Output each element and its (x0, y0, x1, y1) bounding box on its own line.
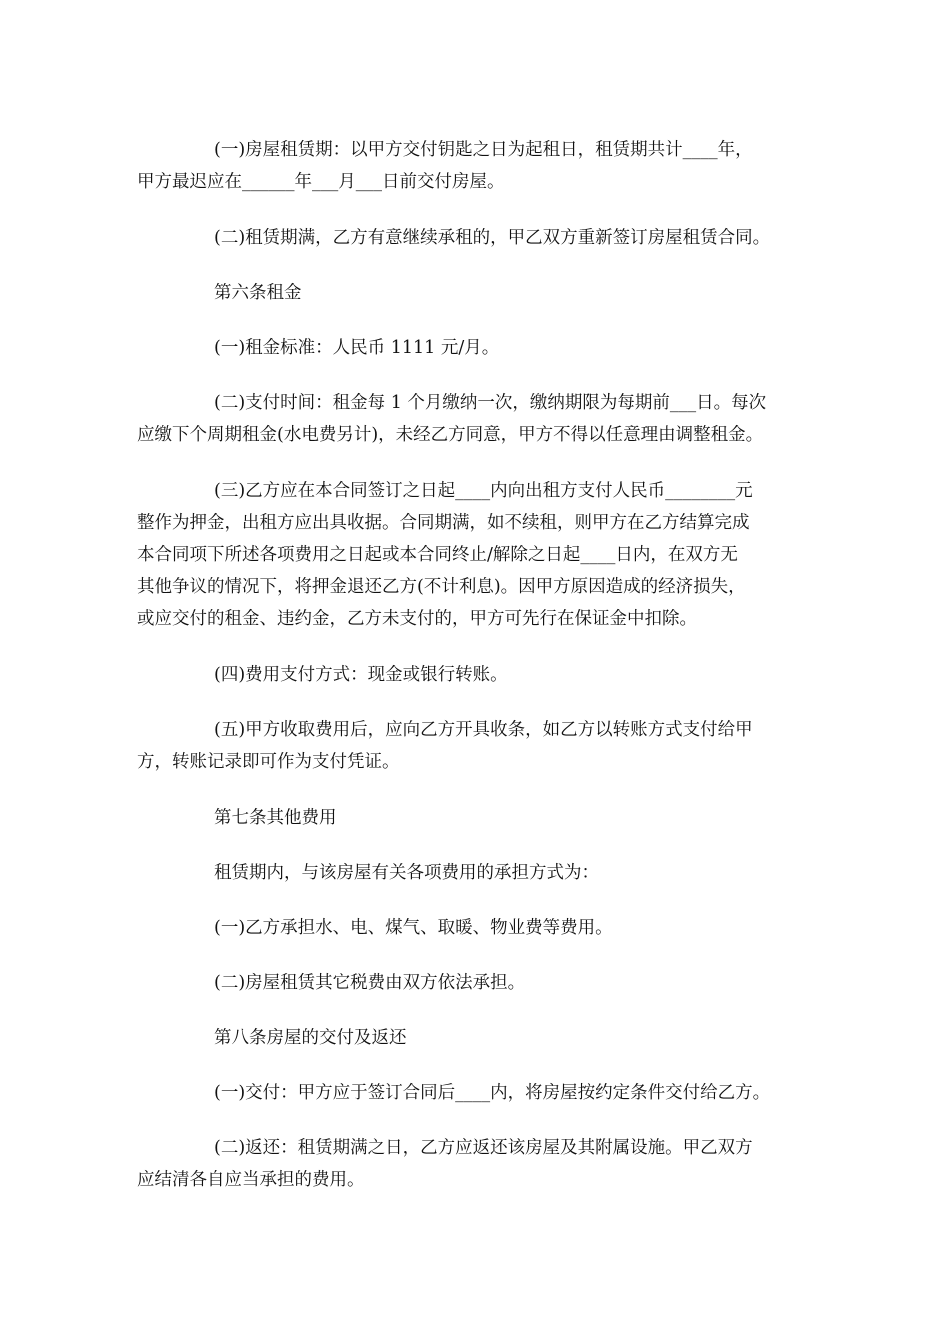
text-line: (二)支付时间：租金每 1 个月缴纳一次，缴纳期限为每期前___日。每次 (214, 393, 767, 413)
clause-6-3-deposit (137, 475, 827, 635)
clause-5-1-lease-term (137, 134, 827, 198)
text-line: 第七条其他费用 (214, 808, 337, 828)
article-8-heading (137, 1022, 827, 1054)
text-line: 第六条租金 (214, 283, 302, 303)
article-7-heading (137, 802, 827, 834)
text-line: 应缴下个周期租金(水电费另计)，未经乙方同意，甲方不得以任意理由调整租金。 (137, 425, 764, 445)
article-6-heading (137, 277, 827, 309)
clause-6-2-payment-time (137, 387, 827, 451)
text-line: (二)返还：租赁期满之日，乙方应返还该房屋及其附属设施。甲乙双方 (214, 1138, 753, 1158)
text-line: (二)房屋租赁其它税费由双方依法承担。 (214, 973, 526, 993)
clause-8-2-return (137, 1132, 827, 1196)
clause-6-4-payment-method (137, 659, 827, 691)
clause-8-1-delivery (137, 1077, 827, 1109)
text-line: 方，转账记录即可作为支付凭证。 (137, 752, 400, 772)
text-line: (一)交付：甲方应于签订合同后____内，将房屋按约定条件交付给乙方。 (214, 1083, 771, 1103)
text-line: 本合同项下所述各项费用之日起或本合同终止/解除之日起____日内，在双方无 (137, 545, 738, 565)
text-line: (一)租金标准：人民币 1111 元/月。 (214, 338, 500, 358)
text-line: 第八条房屋的交付及返还 (214, 1028, 407, 1048)
text-line: (一)房屋租赁期：以甲方交付钥匙之日为起租日，租赁期共计____年， (214, 140, 753, 160)
text-line: (二)租赁期满，乙方有意继续承租的，甲乙双方重新签订房屋租赁合同。 (214, 228, 771, 248)
text-line: 租赁期内，与该房屋有关各项费用的承担方式为： (214, 863, 599, 883)
clause-5-2-renewal (137, 222, 827, 254)
text-line: (四)费用支付方式：现金或银行转账。 (214, 665, 508, 685)
text-line: 整作为押金，出租方应出具收据。合同期满，如不续租，则甲方在乙方结算完成 (137, 513, 750, 533)
text-line: 甲方最迟应在______年___月___日前交付房屋。 (137, 172, 505, 192)
clause-6-5-receipt (137, 714, 827, 778)
text-line: 应结清各自应当承担的费用。 (137, 1170, 365, 1190)
text-line: 或应交付的租金、违约金，乙方未支付的，甲方可先行在保证金中扣除。 (137, 609, 697, 629)
text-line: (一)乙方承担水、电、煤气、取暖、物业费等费用。 (214, 918, 613, 938)
text-line: 其他争议的情况下，将押金退还乙方(不计利息)。因甲方原因造成的经济损失， (137, 577, 746, 597)
article-7-intro (137, 857, 827, 889)
text-line: (五)甲方收取费用后，应向乙方开具收条，如乙方以转账方式支付给甲 (214, 720, 753, 740)
clause-7-2-taxes (137, 967, 827, 999)
clause-6-1-rent-standard (137, 332, 827, 364)
clause-7-1-utilities (137, 912, 827, 944)
text-line: (三)乙方应在本合同签订之日起____内向出租方支付人民币________元 (214, 481, 753, 501)
